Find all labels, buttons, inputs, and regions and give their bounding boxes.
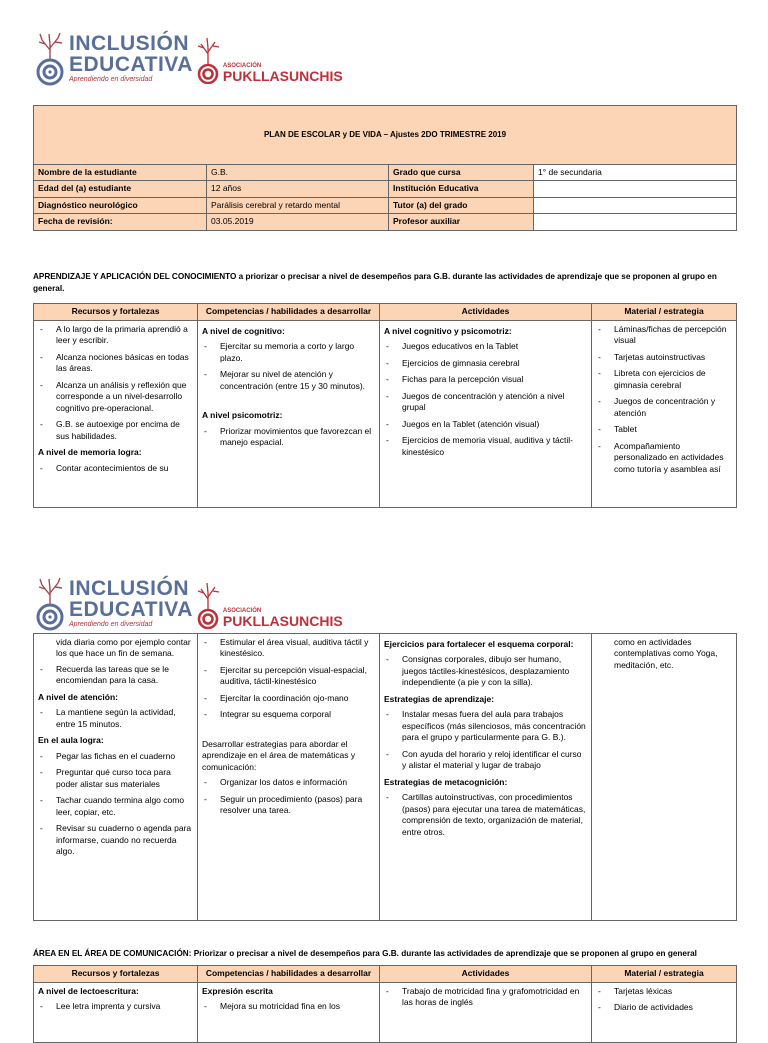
field-value: 1° de secundaria — [534, 165, 737, 181]
student-info-table — [33, 105, 737, 231]
inclusion-educativa-logo — [33, 575, 193, 631]
list-item: - Juegos educativos en la Tablet — [384, 341, 587, 352]
logo-ie-line1: INCLUSIÓN — [69, 577, 189, 600]
column-header: Competencias / habilidades a desarrollar — [198, 966, 380, 983]
subheading: A nivel de memoria logra: — [38, 447, 142, 458]
field-label: Nombre de la estudiante — [34, 165, 207, 181]
list-item: - Organizar los datos e información — [202, 777, 375, 788]
list-item: - Fichas para la percepción visual — [384, 374, 587, 385]
field-value: 03.05.2019 — [207, 214, 389, 230]
continued-text: como en actividades contemplativas como Yoga, meditación, etc. — [614, 637, 718, 670]
table-row — [34, 181, 737, 197]
field-value — [534, 214, 737, 230]
competencies-cell — [198, 321, 380, 508]
list-item: - Lee letra imprenta y cursiva — [38, 1001, 193, 1012]
subheading: Ejercicios para fortalecer el esquema corporal: — [384, 639, 574, 649]
list-item: - Libreta con ejercicios de gimnasia cerebral — [596, 368, 732, 391]
field-value — [534, 197, 737, 213]
logo-ie-line2: EDUCATIVA — [69, 53, 193, 76]
subheading: Estrategias de aprendizaje: — [384, 693, 495, 704]
tree-spiral-icon — [33, 30, 67, 86]
resources-cell — [34, 634, 198, 921]
list-item: - Ejercitar su memoria a corto y largo plazo. — [202, 341, 375, 364]
logo-pk-line2: PUKLLASUNCHIS — [222, 613, 343, 629]
list-item: - Tarjetas autoinstructivas — [596, 352, 732, 363]
list-item: - Integrar su esquema corporal — [202, 709, 375, 720]
table-row — [34, 197, 737, 213]
list-item: - Ejercicios de memoria visual, auditiva y táctil-kinestésico — [384, 435, 587, 458]
column-header: Recursos y fortalezas — [34, 966, 198, 983]
red-tree-spiral-icon — [195, 581, 221, 629]
section1-table-continued — [33, 633, 737, 921]
list-item: - Estimular el área visual, auditiva táctil y kinestésico. — [202, 637, 375, 660]
activities-cell — [380, 321, 592, 508]
list-item: - Seguir un procedimiento (pasos) para resolver una tarea. — [202, 794, 375, 817]
continued-text: vida diaria como por ejemplo contar los que hace un fin de semana. — [56, 637, 191, 659]
logo-ie-line1: INCLUSIÓN — [69, 32, 189, 55]
list-item: - G.B. se autoexige por encima de sus habilidades. — [38, 419, 193, 442]
logo-ie-line2: EDUCATIVA — [69, 598, 193, 621]
logo-pk-line1: ASOCIACIÓN — [222, 63, 262, 69]
field-label: Profesor auxiliar — [389, 214, 534, 230]
list-item: - Priorizar movimientos que favorezcan el manejo espacial. — [202, 426, 375, 449]
list-item: - Pegar las fichas en el cuaderno — [38, 751, 193, 762]
subheading: Expresión escrita — [202, 986, 273, 996]
list-item: - A lo largo de la primaria aprendió a leer y escribir. — [38, 324, 193, 347]
list-item: - Diario de actividades — [596, 1002, 732, 1013]
list-item: - Con ayuda del horario y reloj identificar el curso y alistar el material y lugar de trabajo — [384, 749, 587, 772]
tree-spiral-icon — [33, 575, 67, 631]
list-item: - Mejorar su nivel de atención y concentración (entre 15 y 30 minutos). — [202, 369, 375, 392]
resources-cell — [34, 983, 198, 1043]
list-item: - Juegos de concentración y atención — [596, 396, 732, 419]
list-item: - Ejercicios de gimnasia cerebral — [384, 358, 587, 369]
list-item: - Alcanza nociones básicas en todas las áreas. — [38, 352, 193, 375]
subheading: A nivel cognitivo y psicomotriz: — [384, 326, 512, 336]
list-item: - Tachar cuando termina algo como leer, copiar, etc. — [38, 795, 193, 818]
field-label: Fecha de revisión: — [34, 214, 207, 230]
list-item: - Tablet — [596, 424, 732, 435]
subheading: A nivel psicomotriz: — [202, 410, 283, 421]
table-row — [34, 165, 737, 181]
list-item: - Instalar mesas fuera del aula para trabajos específicos (más silenciosos, más concentración para el grupo y particularmente para G. B.). — [384, 709, 587, 743]
column-header: Actividades — [380, 304, 592, 321]
plan-title: PLAN DE ESCOLAR y DE VIDA – Ajustes 2DO TRIMESTRE 2019 — [34, 106, 737, 165]
logo-header-1 — [33, 30, 343, 86]
list-item: - Tarjetas léxicas — [596, 986, 732, 997]
subheading: A nivel de lectoescritura: — [38, 986, 139, 996]
field-label: Institución Educativa — [389, 181, 534, 197]
list-item: - Mejora su motricidad fina en los — [202, 1001, 375, 1012]
list-item: - Consignas corporales, dibujo ser humano, juegos táctiles-kinestésicos, desplazamiento independiente (a pie y con la silla). — [384, 654, 587, 688]
list-item: - Cartillas autoinstructivas, con procedimientos (pasos) para ejecutar una tarea de matemáticas, comprensión de texto, organización de material, entre otros. — [384, 792, 587, 838]
list-item: - Ejercitar la coordinación ojo-mano — [202, 693, 375, 704]
section3-table — [33, 965, 737, 1043]
field-label: Diagnóstico neurológico — [34, 197, 207, 213]
inclusion-educativa-logo — [33, 30, 193, 86]
logo-header-2 — [33, 575, 343, 631]
resources-cell — [34, 321, 198, 508]
logo-ie-tagline: Aprendiendo en diversidad — [69, 621, 153, 628]
list-item: - Juegos de concentración y atención a nivel grupal — [384, 391, 587, 414]
competencies-cell — [198, 983, 380, 1043]
subheading: A nivel de atención: — [38, 691, 118, 702]
pukllasunchis-logo — [195, 36, 343, 84]
subheading: Estrategias de metacognición: — [384, 776, 508, 787]
list-item: - Revisar su cuaderno o agenda para informarse, cuando no recuerda algo. — [38, 823, 193, 857]
activities-cell — [380, 634, 592, 921]
logo-ie-tagline: Aprendiendo en diversidad — [69, 76, 153, 83]
list-item: - La mantiene según la actividad, entre 15 minutos. — [38, 707, 193, 730]
logo-pk-line2: PUKLLASUNCHIS — [222, 68, 343, 84]
logo-pk-line1: ASOCIACIÓN — [222, 608, 262, 614]
material-cell — [592, 983, 737, 1043]
pukllasunchis-logo — [195, 581, 343, 629]
paragraph: Desarrollar estrategias para abordar el aprendizaje en el área de matemáticas y comunicación: — [202, 738, 356, 772]
column-header: Recursos y fortalezas — [34, 304, 198, 321]
field-value — [534, 181, 737, 197]
field-label: Grado que cursa — [389, 165, 534, 181]
section1-table — [33, 303, 737, 508]
field-value: 12 años — [207, 181, 389, 197]
field-label: Edad del (a) estudiante — [34, 181, 207, 197]
subheading: En el aula logra: — [38, 735, 104, 746]
list-item: - Láminas/fichas de percepción visual — [596, 324, 732, 347]
field-label: Tutor (a) del grado — [389, 197, 534, 213]
list-item: - Trabajo de motricidad fina y grafomotricidad en las horas de inglés — [384, 986, 587, 1009]
field-value: Parálisis cerebral y retardo mental — [207, 197, 389, 213]
list-item: - Alcanza un análisis y reflexión que corresponde a un nivel-desarrollo cognitivo pre-operacional. — [38, 380, 193, 414]
material-cell — [592, 321, 737, 508]
list-item: - Contar acontecimientos de su — [38, 463, 193, 474]
field-value: G.B. — [207, 165, 389, 181]
column-header: Material / estrategia — [592, 304, 737, 321]
material-cell — [592, 634, 737, 921]
section3-intro: ÁREA EN EL ÁREA DE COMUNICACIÓN: Priorizar o precisar a nivel de desempeños para G.B. durante las actividades de aprendizaje que se proponen al grupo en general — [33, 949, 697, 958]
subheading: A nivel de cognitivo: — [202, 326, 285, 336]
column-header: Material / estrategia — [592, 966, 737, 983]
column-header: Competencias / habilidades a desarrollar — [198, 304, 380, 321]
list-item: - Acompañamiento personalizado en actividades como tutoría y asamblea así — [596, 441, 732, 475]
section1-intro: APRENDIZAJE Y APLICACIÓN DEL CONOCIMIENTO a priorizar o precisar a nivel de desempeños para G.B. durante las actividades de aprendizaje que se proponen al grupo en general. — [33, 272, 717, 293]
red-tree-spiral-icon — [195, 36, 221, 84]
list-item: - Recuerda las tareas que se le encomiendan para la casa. — [38, 664, 193, 687]
competencies-cell — [198, 634, 380, 921]
list-item: - Preguntar qué curso toca para poder alistar sus materiales — [38, 767, 193, 790]
activities-cell — [380, 983, 592, 1043]
list-item: - Ejercitar su percepción visual-espacial, auditiva, táctil-kinestésico — [202, 665, 375, 688]
column-header: Actividades — [380, 966, 592, 983]
list-item: - Juegos en la Tablet (atención visual) — [384, 419, 587, 430]
table-row — [34, 214, 737, 230]
